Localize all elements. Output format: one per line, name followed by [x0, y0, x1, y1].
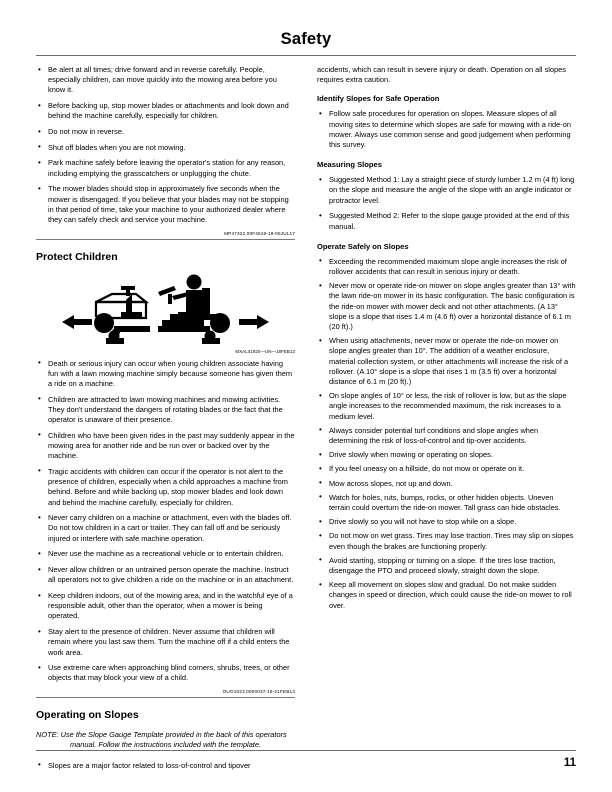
- list-item: • Children who have been given rides in the past may suddenly appear in the mowing area for another ride and be run over or backed over by the machine.: [36, 431, 295, 462]
- list-item: • On slope angles of 10° or less, the risk of rollover is low, but as the slope angle increases to the recommended maximum, the risk increases to a medium level.: [317, 391, 576, 422]
- section-heading-protect-children: Protect Children: [36, 250, 118, 263]
- list-item: • Keep all movement on slopes slow and gradual. Do not make sudden changes in speed or direction, which could cause the ride-on mower to roll over.: [317, 580, 576, 611]
- reference-code: OUO1023,0000037-19-21FEB13: [222, 689, 295, 695]
- list-item: • Exceeding the recommended maximum slope angle increases the risk of rollover accidents that can result in serious injury or death.: [317, 257, 576, 277]
- subheading-measuring-slopes: Measuring Slopes: [317, 160, 382, 170]
- operate-safely-bullet-list: [317, 257, 576, 611]
- subheading-operate-safely-on-slopes: Operate Safely on Slopes: [317, 241, 409, 251]
- list-item: • If you feel uneasy on a hillside, do not mow or operate on it.: [317, 464, 576, 474]
- list-item: • Keep children indoors, out of the mowing area, and in the watchful eye of a responsible adult, other than the operator, when a mower is being operated.: [36, 591, 295, 622]
- list-item: • Before backing up, stop mower blades or attachments and look down and behind the machine carefully, especially for children.: [36, 101, 295, 121]
- list-item: • Do not mow in reverse.: [36, 127, 295, 137]
- list-item: • Tragic accidents with children can occur if the operator is not alert to the presence of children, especially when a child approaches a machine from behind. Before and while backing up, stop mower blades and look down and behind the machine carefully, especially for children.: [36, 467, 295, 508]
- list-item: • Drive slowly when mowing or operating on slopes.: [317, 450, 576, 460]
- list-item: • Be alert at all times; drive forward and in reverse carefully. People, especially children, can move quickly into the mowing area before you know it.: [36, 65, 295, 96]
- continued-paragraph: accidents, which can result in severe injury or death. Operation on all slopes requires extra caution.: [317, 65, 566, 85]
- list-item: • Children are attracted to lawn mowing machines and mowing activities. They don't understand the dangers of rotating blades or the fact that the operator is unaware of their presence.: [36, 395, 295, 426]
- list-item: • Stay alert to the presence of children. Never assume that children will remain where you last saw them. Turn the machine off if a child enters the work area.: [36, 627, 295, 658]
- list-item: • Park machine safely before leaving the operator's station for any reason, including emptying the grasscatchers or unplugging the chute.: [36, 158, 295, 178]
- page-number: 11: [563, 757, 576, 769]
- list-item: • Do not mow on wet grass. Tires may lose traction. Tires may slip on slopes even though the brakes are functioning properly.: [317, 531, 576, 551]
- list-item: • Watch for holes, ruts, bumps, rocks, or other hidden objects. Uneven terrain could overturn the ride-on mower. Tall grass can hide obstacles.: [317, 493, 576, 513]
- safety-top-bullet-list: [36, 65, 295, 225]
- section-divider: [36, 239, 295, 240]
- list-item: • Slopes are a major factor related to loss-of-control and tipover: [36, 761, 295, 771]
- two-column-body: [36, 65, 576, 776]
- footer-divider: [36, 750, 576, 751]
- figure-reference-code: MXAL41920—UN—18FEB13: [235, 348, 295, 354]
- list-item: • Suggested Method 2: Refer to the slope gauge provided at the end of this manual.: [317, 211, 576, 231]
- list-item: • The mower blades should stop in approximately five seconds when the mower is disengaged. If you believe that your blades may not be stopping in that period of time, take your machine to your authorized dealer where they can safely check and service your machine.: [36, 184, 295, 225]
- mower-illustration: [36, 272, 295, 348]
- page-footer: [36, 750, 576, 770]
- list-item: • Never carry children on a machine or attachment, even with the blades off. Do not tow children in a cart or trailer. They can fall off and be seriously injured or interfere with safe machine operation.: [36, 513, 295, 544]
- list-item: • Death or serious injury can occur when young children associate having fun with a lawn mowing machine simply because someone has given them a ride on a machine.: [36, 359, 295, 390]
- section-divider: [36, 697, 295, 698]
- list-item: • Mow across slopes, not up and down.: [317, 479, 576, 489]
- list-item: • Suggested Method 1: Lay a straight piece of sturdy lumber 1.2 m (4 ft) long on the slope and measure the angle of the slope with an angle indicator or protractor level.: [317, 175, 576, 206]
- list-item: • Always consider potential turf conditions and slope angles when determining the risk of loss-of-control and tip-over accidents.: [317, 426, 576, 446]
- list-item: • Avoid starting, stopping or turning on a slope. If the tires lose traction, disengage the PTO and proceed slowly, straight down the slope.: [317, 556, 576, 576]
- list-item: • Drive slowly so you will not have to stop while on a slope.: [317, 517, 576, 527]
- measuring-slopes-bullet-list: [317, 175, 576, 232]
- identify-slopes-bullet-list: [317, 109, 576, 150]
- reference-code: MP47322,00F4619-19-05JUL17: [224, 230, 295, 236]
- right-column: [317, 65, 576, 615]
- list-item: • Never use the machine as a recreational vehicle or to entertain children.: [36, 549, 295, 559]
- list-item: • When using attachments, never mow or operate the ride-on mower on slope angles greater than 10°. The addition of a weather enclosure, material collection system, or other attachments will increase the risk of a rollover. (A 10° slope is a slope that rises 1 m (3.5 ft) over a horizontal distance of 6.1 m (20 ft).): [317, 336, 576, 387]
- mower-figure-svg: [58, 272, 273, 348]
- subheading-identify-slopes: Identify Slopes for Safe Operation: [317, 94, 440, 104]
- list-item: • Use extreme care when approaching blind corners, shrubs, trees, or other objects that may block your view of a child.: [36, 663, 295, 683]
- list-item: • Follow safe procedures for operation on slopes. Measure slopes of all moving sites to determine which slopes are safe for mowing with a ride-on mower. Always use common sense and good judgement when performing this survey.: [317, 109, 576, 150]
- section-heading-operating-on-slopes: Operating on Slopes: [36, 709, 139, 722]
- note-text: NOTE: Use the Slope Gauge Template provided in the back of this operators manual. Follow the instructions included with the template.: [36, 730, 287, 750]
- list-item: • Shut off blades when you are not mowing.: [36, 143, 295, 153]
- list-item: • Never allow children or an untrained person operate the machine. Instruct all operators not to give children a ride on the machine or in an attachment.: [36, 565, 295, 585]
- left-column: [36, 65, 295, 776]
- page-title: Safety: [280, 30, 332, 48]
- protect-children-bullet-list: [36, 359, 295, 684]
- list-item: • Never mow or operate ride-on mower on slope angles greater than 13° with the lawn ride-on mower in its basic configuration. The basic configuration is the ride-on mower with mower deck and not other attachments. (A 13° slope is a slope that rises 1.4 m (4.6 ft) over a horizontal distance of 6.1 m (20 ft).): [317, 281, 576, 332]
- title-divider: [36, 55, 576, 56]
